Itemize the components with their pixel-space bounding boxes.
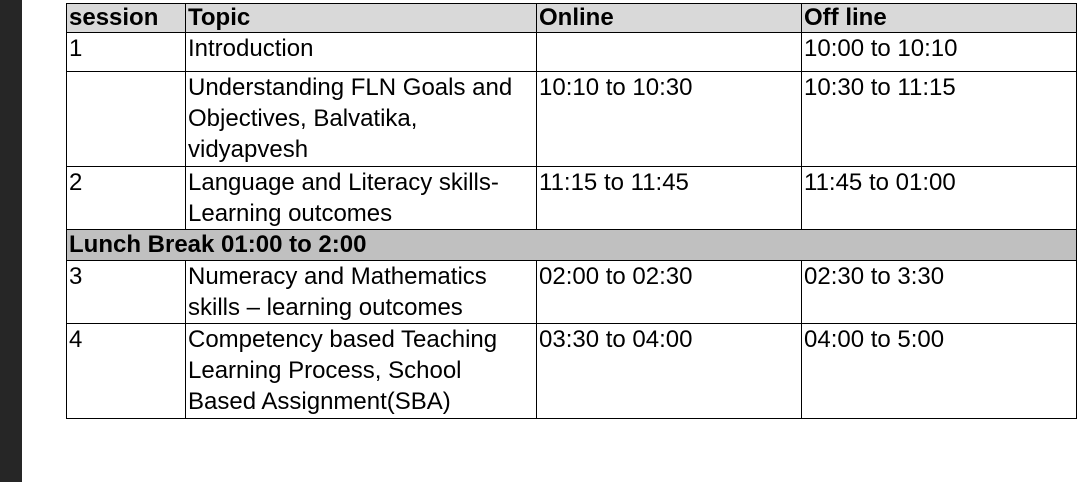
topic-cell: Numeracy and Mathematics skills – learning outcomes — [186, 261, 537, 324]
offline-cell: 10:30 to 11:15 — [802, 72, 1077, 167]
header-session: session — [67, 4, 186, 33]
lunch-break-cell: Lunch Break 01:00 to 2:00 — [67, 230, 1077, 261]
topic-cell: Introduction — [186, 33, 537, 72]
offline-cell: 10:00 to 10:10 — [802, 33, 1077, 72]
session-cell: 3 — [67, 261, 186, 324]
online-cell: 11:15 to 11:45 — [537, 167, 802, 230]
online-cell: 10:10 to 10:30 — [537, 72, 802, 167]
offline-cell: 02:30 to 3:30 — [802, 261, 1077, 324]
schedule-table — [66, 3, 1077, 419]
document-page — [22, 0, 1080, 482]
topic-cell: Competency based Teaching Learning Process, School Based Assignment(SBA) — [186, 324, 537, 419]
session-cell: 2 — [67, 167, 186, 230]
header-offline: Off line — [802, 4, 1077, 33]
table-row — [67, 33, 1077, 72]
table-row — [67, 261, 1077, 324]
table-row — [67, 324, 1077, 419]
online-cell: 03:30 to 04:00 — [537, 324, 802, 419]
header-topic: Topic — [186, 4, 537, 33]
table-header-row — [67, 4, 1077, 33]
lunch-break-row — [67, 230, 1077, 261]
offline-cell: 04:00 to 5:00 — [802, 324, 1077, 419]
online-cell: 02:00 to 02:30 — [537, 261, 802, 324]
table-row — [67, 167, 1077, 230]
session-cell: 1 — [67, 33, 186, 72]
offline-cell: 11:45 to 01:00 — [802, 167, 1077, 230]
header-online: Online — [537, 4, 802, 33]
session-cell — [67, 72, 186, 167]
session-cell: 4 — [67, 324, 186, 419]
viewer-left-edge — [0, 0, 22, 482]
topic-cell: Understanding FLN Goals and Objectives, Balvatika, vidyapvesh — [186, 72, 537, 167]
online-cell — [537, 33, 802, 72]
table-row — [67, 72, 1077, 167]
topic-cell: Language and Literacy skills-Learning outcomes — [186, 167, 537, 230]
